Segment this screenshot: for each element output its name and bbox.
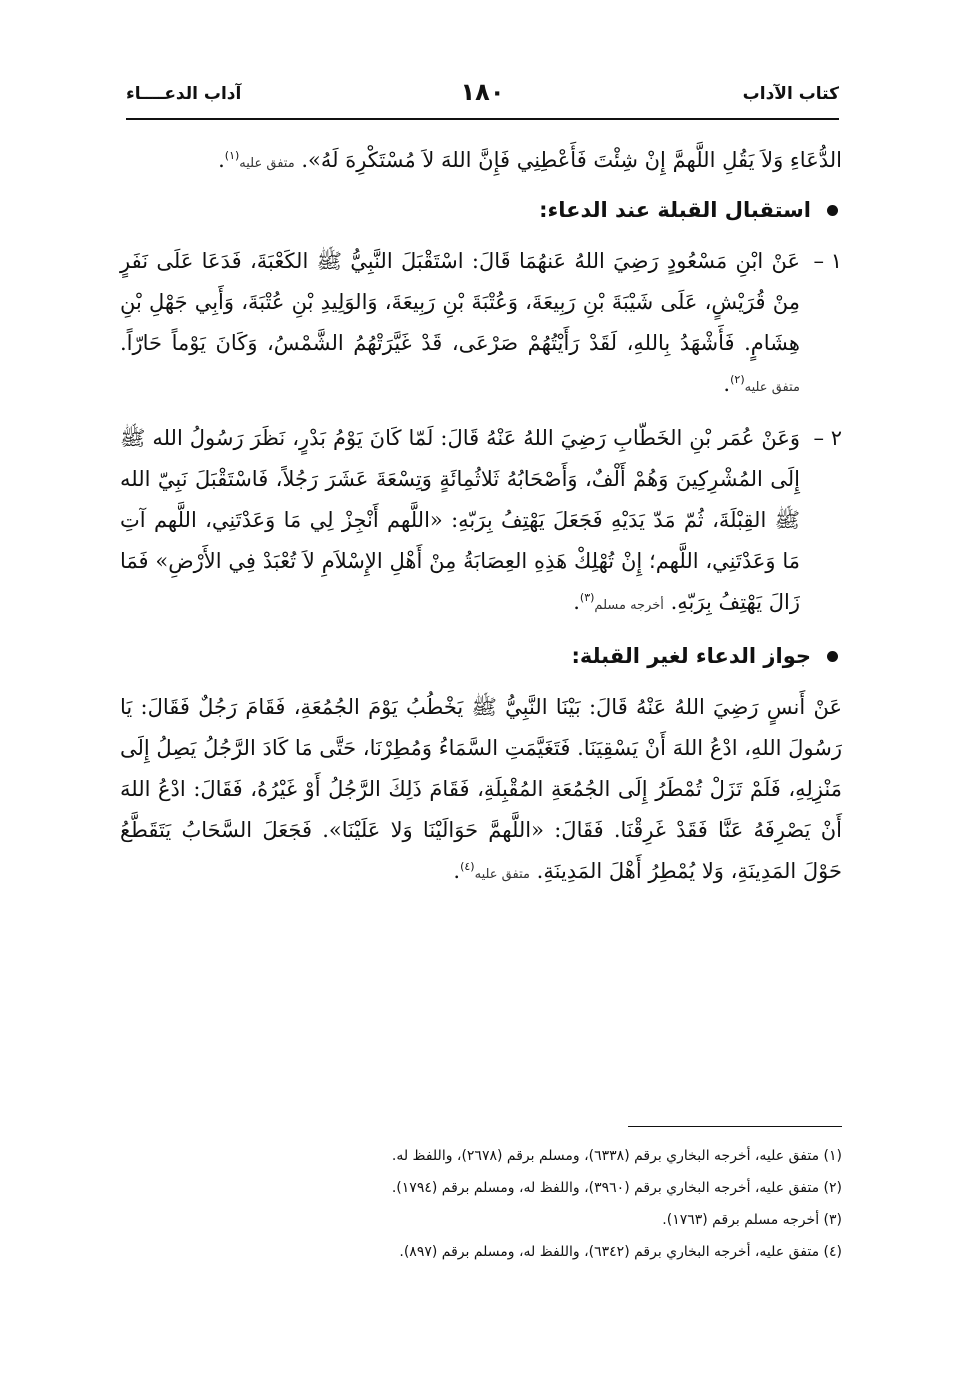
book-title: كتاب الآداب <box>742 84 839 104</box>
running-header <box>126 78 839 116</box>
footnote-4: (٤) متفق عليه، أخرجه البخاري برقم (٦٣٤٢)، واللفظ له، ومسلم برقم (٨٩٧). <box>399 1244 842 1260</box>
footnote-ref-3[interactable]: (٣) <box>579 591 595 604</box>
hadith-item <box>120 418 842 626</box>
section-heading-non-qibla <box>120 636 842 677</box>
hadith-text: وَعَنْ عُمَر بْنِ الخَطّابِ رَضِيَ اللهُ عَنْهُ قَالَ: لَمّا كَانَ يَوْمُ بَدْرٍ، نَظَرَ رَسُولُ الله ﷺ إِلَى المُشْرِكِينَ وَهُمْ أَلْفٌ، وَأَصْحَابُهُ ثَلاثُمِائَةٍ وَتِسْعَةَ عَشَرَ رَجُلاً، فَاسْتَقْبَلَ نَبِيّ الله ﷺ القِبْلَةَ، ثُمّ مَدّ يَدَيْهِ فَجَعَلَ يَهْتِفُ بِرَبّهِ: «اللَّهم أَنْجِزْ لِي مَا وَعَدْتَنِي، اللَّهم آتِ مَا وَعَدْتَنِي، اللَّهم؛ إِنْ تُهْلِكْ هَذِهِ العِصَابَةُ مِنْ أَهْلِ الإِسْلاَمِ لاَ تُعْبَدْ فِي الأَرْضِ» فَمَا زَالَ يَهْتِفُ بِرَبّهِ. <box>120 426 800 614</box>
anas-hadith-end: . <box>453 859 461 883</box>
footnote-ref-1[interactable]: (١) <box>224 149 240 162</box>
hadith-number: ٢ – <box>813 426 842 450</box>
intro-note: متفق عليه <box>239 156 295 171</box>
hadith-text-block <box>120 418 800 626</box>
section-heading-text: استقبال القبلة عند الدعاء: <box>539 198 811 222</box>
footnote-2: (٢) متفق عليه، أخرجه البخاري برقم (٣٩٦٠)، واللفظ له، ومسلم برقم (١٧٩٤). <box>391 1180 842 1196</box>
hadith-text-block <box>120 241 800 408</box>
footnote-divider <box>628 1126 842 1127</box>
anas-hadith-text: عَنْ أَنسٍ رَضِيَ اللهُ عَنْهُ قَالَ: بَيْنَا النَّبِيُّ ﷺ يَخْطُبُ يَوْمَ الجُمُعَةِ، فَقَامَ رَجُلٌ فَقَالَ: يَا رَسُولَ اللهِ، ادْعُ اللهَ أَنْ يَسْقِيَنَا. فَتَغَيَّمَتِ السَّمَاءُ وَمُطِرْنَا، حَتَّى مَا كَادَ الرَّجُلُ يَصِلُ إِلَى مَنْزِلِهِ، فَلَمْ تَزَلْ تُمْطَرُ إِلَى الجُمُعَةِ المُقْبِلَةِ، فَقَامَ ذَلِكَ الرَّجُلُ أَوْ غَيْرُهُ، فَقَالَ: ادْعُ اللهَ أَنْ يَصْرِفَهُ عَنَّا فَقَدْ غَرِقْنَا. فَقَالَ: «اللَّهمَّ حَوَالَيْنَا وَلا عَلَيْنَا». فَجَعَلَ السَّحَابُ يَتَقَطَّعُ حَوْلَ المَدِينَةِ، وَلا يُمْطِرُ أَهْلَ المَدِينَةِ. <box>120 695 842 883</box>
chapter-title: آداب الدعــــاء <box>126 84 242 104</box>
intro-end: . <box>218 148 225 172</box>
hadith-number: ١ – <box>813 249 842 273</box>
intro-paragraph <box>120 140 842 184</box>
hadith-note: متفق عليه <box>744 380 800 395</box>
footnote-ref-2[interactable]: (٢) <box>730 373 745 386</box>
hadith-note: أخرجه مسلم <box>594 598 664 613</box>
hadith-end: . <box>573 590 580 614</box>
footnote-1: (١) متفق عليه، أخرجه البخاري برقم (٦٣٣٨)، ومسلم برقم (٢٦٧٨)، واللفظ له. <box>391 1148 842 1164</box>
hadith-text: عَنْ ابْنِ مَسْعُودٍ رَضِيَ اللهُ عَنهُمَا قَالَ: اسْتَقْبَلَ النَّبِيُّ ﷺ الكَعْبَةَ، فَدَعَا عَلَى نَفَرٍ مِنْ قُرَيْشٍ، عَلَى شَيْبَةَ بْنِ رَبِيعَةَ، وَعُتْبَةَ بْنِ رَبِيعَةَ، وَالوَلِيدِ بْنِ عُتْبَةَ، وَأَبِي جَهْلِ بْنِ هِشَامٍ. فَأَشْهَدُ بِاللهِ، لَقَدْ رَأَيْتُهُمْ صَرْعَى، قَدْ غَيَّرَتْهُمُ الشَّمْسُ، وَكَانَ يَوْماً حَارّاً. <box>120 249 800 355</box>
bullet-icon <box>827 651 838 662</box>
section-heading-text: جواز الدعاء لغير القبلة: <box>571 644 811 668</box>
header-divider <box>126 118 839 120</box>
footnote-3: (٣) أخرجه مسلم برقم (١٧٦٣). <box>662 1212 842 1228</box>
bullet-icon <box>827 205 838 216</box>
hadith-item <box>120 241 842 408</box>
hadith-end: . <box>723 372 731 396</box>
main-text <box>120 140 842 901</box>
intro-text: الدُّعَاءِ وَلاَ يَقُلِ اللَّهمَّ إِنْ شِئْتَ فَأَعْطِنِي فَإِنَّ اللهَ لاَ مُسْتَكْرِهَ لَهُ». <box>301 148 842 172</box>
footnotes <box>120 1140 842 1268</box>
section-heading-qibla <box>120 190 842 231</box>
anas-hadith-paragraph <box>120 687 842 895</box>
anas-hadith-note: متفق عليه <box>474 867 530 882</box>
footnote-ref-4[interactable]: (٤) <box>460 860 475 873</box>
page-number: ١٨٠ <box>460 78 505 106</box>
